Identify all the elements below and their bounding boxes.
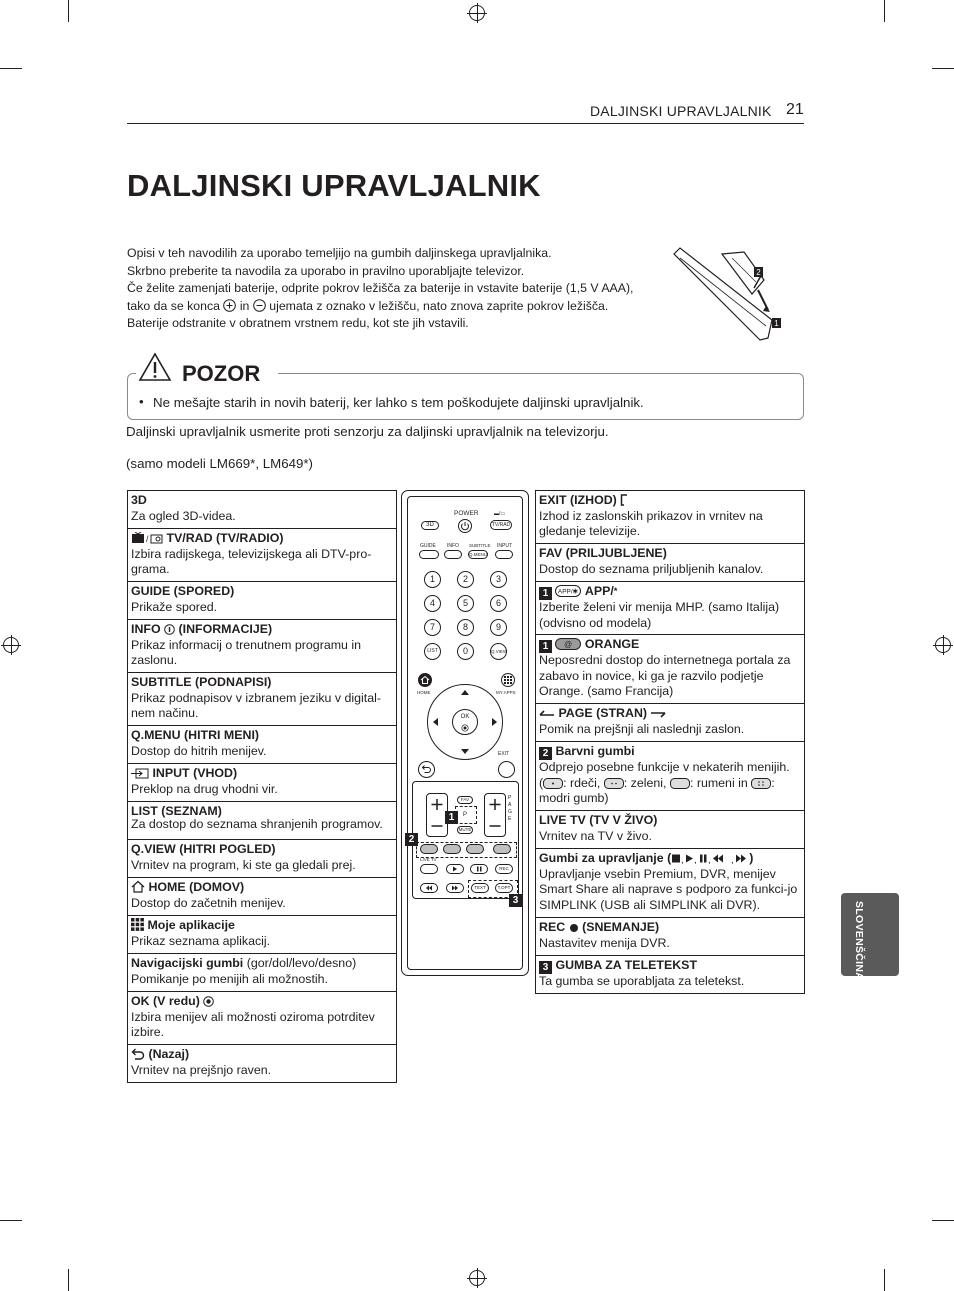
home-label: HOME	[417, 690, 431, 695]
remote-control-illustration	[401, 490, 529, 976]
guide-button	[419, 550, 439, 559]
text-button: TEXT	[471, 883, 489, 893]
exit-button	[498, 761, 515, 778]
warning-triangle-icon	[138, 352, 172, 382]
right-key-table	[535, 490, 805, 994]
digit-7-button: 7	[424, 619, 441, 636]
qview-button: Q.VIEW	[490, 643, 507, 660]
svg-text:,: ,	[694, 855, 697, 865]
plus-terminal-icon	[223, 299, 236, 312]
header-rule	[127, 123, 804, 124]
crop-mark	[884, 1269, 885, 1291]
key-row-qmenu: Q.MENU (HITRI MENI) Dostop do hitrih menijev.	[128, 726, 397, 764]
info-label: INFO	[447, 543, 459, 549]
digit-3-button: 3	[490, 571, 507, 588]
crop-mark	[68, 0, 69, 22]
input-button	[495, 550, 513, 559]
orange-button-icon	[555, 638, 581, 650]
page-down-icon	[650, 709, 666, 719]
apps-grid-icon	[131, 918, 144, 931]
digit-8-button: 8	[457, 619, 474, 636]
blue-button-icon	[751, 778, 771, 789]
volume-plus-minus-icon	[427, 794, 447, 836]
key-row-orange: 1 @ ORANGE Neposredni dostop do internetnega portala za zabavo in novice, ki ga je razvilo podjetje Orange. (samo Francija)	[536, 635, 805, 704]
digit-0-button: 0	[457, 643, 474, 660]
key-row-ok: OK (V redu) Izbira menijev ali možnosti oziroma potrditev izbire.	[128, 992, 397, 1045]
key-row-tvrad: / TV/RAD (TV/RADIO) Izbira radijskega, televizijskega ali DTV-pro-grama.	[128, 529, 397, 582]
power-button	[458, 519, 472, 533]
pause-button	[470, 864, 488, 874]
crop-mark	[932, 1220, 954, 1221]
battery-step-1-label: 1	[774, 319, 779, 328]
key-row-list: LIST (SEZNAM) Za dostop do seznama shranjenih programov.	[128, 802, 397, 840]
rewind-icon	[421, 884, 437, 892]
caution-title: POZOR	[176, 361, 266, 387]
pointing-note: Daljinski upravljalnik usmerite proti senzorju za daljinski upravljalnik na televizorju.	[126, 424, 609, 439]
svg-text:APP/✱: APP/✱	[558, 588, 579, 596]
play-icon	[447, 865, 463, 873]
caution-heading	[136, 352, 278, 386]
fast-forward-icon	[447, 884, 463, 892]
exit-label: EXIT	[498, 751, 510, 757]
key-row-qview: Q.VIEW (HITRI POGLED) Vrnitev na program, ki ste ga gledali prej.	[128, 840, 397, 878]
page-label: P A G E	[508, 795, 512, 822]
channel-rocker	[484, 793, 506, 837]
language-side-tab: SLOVENŠČINA	[841, 893, 899, 976]
key-row-myapps: Moje aplikacije Prikaz seznama aplikacij.	[128, 916, 397, 954]
record-dot-icon	[569, 923, 579, 933]
fast-forward-button	[446, 883, 464, 893]
back-arrow-icon	[131, 1048, 145, 1060]
myapps-label: MY APPS	[496, 690, 516, 695]
svg-text:@: @	[564, 640, 573, 650]
digit-4-button: 4	[424, 595, 441, 612]
direction-arrows-icon	[427, 684, 503, 760]
red-button-icon	[543, 778, 563, 789]
intro-line: Skrbno preberite ta navodila za uporabo in pravilno uporabljajte televizor.	[127, 263, 525, 278]
mute-button: MUTE	[458, 827, 472, 832]
rec-button: REC	[495, 864, 513, 874]
back-arrow-icon	[419, 762, 434, 777]
intro-line: Opisi v teh navodilih za uporabo temeljijo na gumbih daljinskega upravljalnika.	[127, 246, 552, 260]
crop-mark	[0, 68, 22, 69]
green-button	[443, 844, 461, 854]
topt-button: T.OPT	[495, 883, 513, 893]
minus-terminal-icon	[253, 299, 266, 312]
registration-mark-icon	[469, 1270, 485, 1286]
livetv-button	[420, 864, 438, 874]
key-row-page: PAGE (STRAN) Pomik na prejšnji ali naslednji zaslon.	[536, 704, 805, 742]
ok-button: OK	[452, 709, 478, 735]
digit-6-button: 6	[490, 595, 507, 612]
callout-1-marker: 1	[445, 811, 458, 824]
callout-badge: 1	[539, 587, 552, 600]
callout-2-marker: 2	[405, 833, 418, 846]
crop-mark	[884, 0, 885, 22]
key-row-livetv: LIVE TV (TV V ŽIVO) Vrnitev na TV v živo.	[536, 811, 805, 849]
intro-line: Baterije odstranite v obratnem vrstnem redu, kot ste jih vstavili.	[127, 316, 469, 331]
fav-button: FAV	[457, 796, 473, 804]
crop-mark	[0, 1220, 22, 1221]
callout-1-box	[455, 806, 477, 824]
digit-2-button: 2	[457, 571, 474, 588]
registration-mark-icon	[469, 5, 485, 21]
key-row-teletext: 3 GUMBA ZA TELETEKST Ta gumba se uporabljata za teletekst.	[536, 956, 805, 994]
play-button	[446, 864, 464, 874]
key-row-input: INPUT (VHOD) Preklop na drug vhodni vir.	[128, 764, 397, 802]
ok-wheel-icon	[203, 996, 214, 1007]
exit-icon	[620, 494, 628, 506]
registration-mark-icon	[3, 637, 19, 653]
caution-text: Ne mešajte starih in novih baterij, ker lahko s tem poškodujete daljinski upravljalnik.	[153, 395, 644, 410]
callout-3-marker: 3	[509, 894, 522, 907]
battery-step-2-label: 2	[756, 268, 761, 277]
red-button	[420, 844, 438, 854]
channel-plus-minus-icon	[485, 794, 505, 836]
key-row-home: HOME (DOMOV) Dostop do začetnih menijev.	[128, 878, 397, 916]
battery-cover-illustration	[672, 246, 784, 342]
key-row-navigation: Navigacijski gumbi (gor/dol/levo/desno) Pomikanje po menijih ali možnostih.	[128, 954, 397, 992]
page-title: DALJINSKI UPRAVLJALNIK	[127, 168, 541, 203]
key-row-back: (Nazaj) Vrnitev na prejšnjo raven.	[128, 1045, 397, 1083]
yellow-button	[466, 844, 484, 854]
crop-mark	[932, 68, 954, 69]
callout-badge: 1	[539, 640, 552, 653]
key-row-rec: REC (SNEMANJE) Nastavitev menija DVR.	[536, 918, 805, 956]
key-row-color-buttons: 2 Barvni gumbi Odprejo posebne funkcije v nekaterih menijih. ( : rdeči, : zeleni, : rumeni in : modri gumb)	[536, 742, 805, 811]
input-label: INPUT	[497, 543, 512, 549]
crop-mark	[68, 1269, 69, 1291]
intro-line: Če želite zamenjati baterije, odprite pokrov ležišča za baterije in vstavite baterije (1,5 V AAA),	[127, 281, 634, 296]
left-key-table	[127, 490, 397, 1083]
pause-icon	[471, 865, 487, 873]
page-number: 21	[786, 101, 804, 118]
digit-9-button: 9	[490, 619, 507, 636]
key-row-subtitle: SUBTITLE (PODNAPISI) Prikaz podnapisov v izbranem jeziku v digital-nem načinu.	[128, 673, 397, 726]
registration-mark-icon	[935, 637, 951, 653]
svg-text:/: /	[146, 534, 149, 544]
tvrad-button: TV/RAD	[491, 522, 511, 528]
power-icon	[459, 520, 471, 532]
key-row-3d: 3D Za ogled 3D-videa.	[128, 491, 397, 529]
list-button: LIST	[424, 643, 441, 660]
guide-label: GUIDE	[420, 543, 436, 549]
running-header: DALJINSKI UPRAVLJALNIK	[590, 103, 772, 119]
subtitle-label: SUBTITLE	[469, 543, 491, 548]
myapps-button	[501, 673, 515, 687]
page-up-icon	[539, 709, 555, 719]
callout-badge: 2	[539, 747, 552, 760]
callout-badge: 3	[539, 961, 552, 974]
rewind-button	[420, 883, 438, 893]
blue-button	[493, 844, 511, 854]
key-row-guide: GUIDE (SPORED) Prikaže spored.	[128, 582, 397, 620]
fast-forward-icon	[731, 853, 749, 864]
svg-text:,: ,	[681, 855, 684, 865]
playback-controls-icon	[671, 853, 731, 864]
key-row-control-buttons: Gumbi za upravljanje ( , , , , ) Upravljanje vsebin Premium, DVR, menijev Smart Share ali naprave s podporo za funkci-jo SIMPLINK (USB ali SIMPLINK ali DVR).	[536, 849, 805, 918]
yellow-button-icon	[670, 778, 690, 789]
p-label: P	[463, 812, 468, 818]
back-button	[418, 761, 435, 778]
tv-radio-icon	[131, 532, 163, 544]
app-button-icon	[555, 585, 581, 597]
intro-paragraph	[127, 245, 672, 333]
svg-text:,: ,	[731, 855, 734, 865]
svg-text:,: ,	[708, 855, 711, 865]
info-button	[444, 550, 462, 559]
info-icon	[164, 624, 175, 635]
digit-1-button: 1	[424, 571, 441, 588]
home-icon	[131, 880, 145, 893]
3d-button: 3D	[421, 521, 439, 530]
key-row-info: INFO (INFORMACIJE) Prikaz informacij o trenutnem programu in zaslonu.	[128, 620, 397, 673]
qmenu-button: Q.MENU	[469, 552, 487, 557]
digit-5-button: 5	[457, 595, 474, 612]
apps-grid-icon	[502, 674, 514, 686]
input-icon	[131, 768, 149, 779]
intro-line: tako da se konca in ujemata z oznako v ležišču, nato znova zaprite pokrov ležišča.	[127, 298, 609, 313]
key-row-fav: FAV (PRILJUBLJENE) Dostop do seznama priljubljenih kanalov.	[536, 544, 805, 582]
livetv-label: LIVE TV	[420, 857, 437, 862]
key-row-exit: EXIT (IZHOD) Izhod iz zaslonskih prikazov in vrnitev na gledanje televizije.	[536, 491, 805, 544]
caution-bullet: •	[139, 394, 144, 409]
model-note: (samo modeli LM669*, LM649*)	[126, 456, 313, 471]
power-label: POWER	[454, 510, 479, 517]
key-row-app: 1 APP/✱ APP/* Izberite želeni vir menija MHP. (samo Italija) (odvisno od modela)	[536, 582, 805, 635]
green-button-icon	[604, 778, 624, 789]
tvrad-icon-label: ▬/▭	[494, 511, 506, 517]
